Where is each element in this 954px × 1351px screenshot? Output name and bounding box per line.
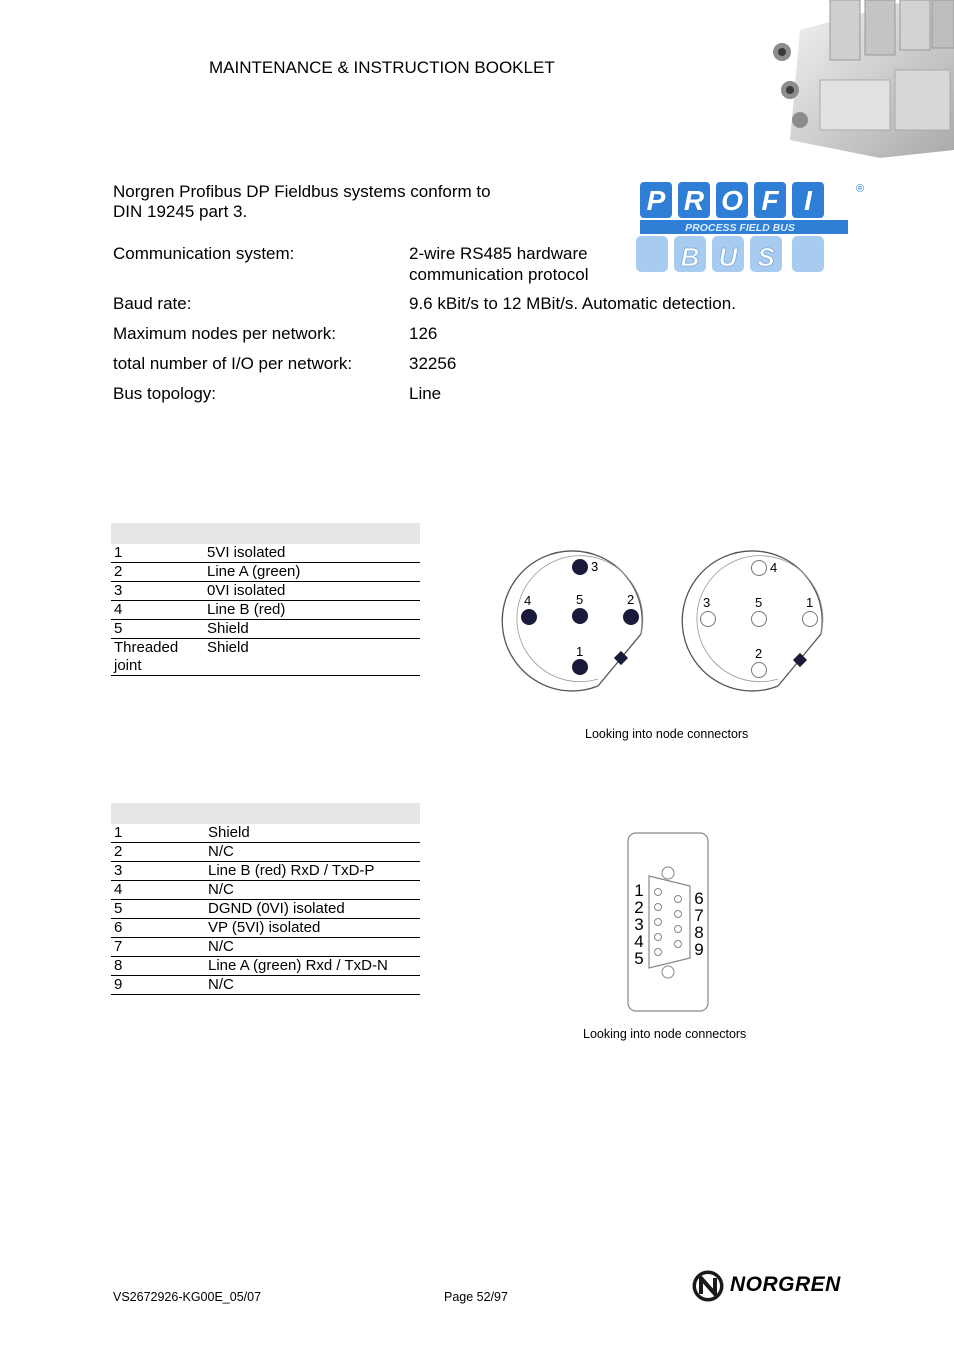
table-row [111, 976, 420, 995]
intro-line-1: Norgren Profibus DP Fieldbus systems conform to [113, 182, 491, 201]
footer-page-number: Page 52/97 [444, 1290, 508, 1304]
spec-label-topology: Bus topology: [113, 384, 217, 403]
dsub-connector-diagram [620, 828, 716, 1018]
pin-number: 4 [111, 601, 204, 620]
pin-label: 4 [634, 932, 644, 951]
logo-registered-mark: ® [856, 183, 865, 195]
pin-description: N/C [205, 881, 420, 900]
spec-value-communication-2: communication protocol [409, 265, 589, 284]
dsub-pin-table [111, 803, 420, 995]
pin-hole [752, 663, 767, 678]
pin-number: Threaded joint [111, 639, 204, 676]
m12-male-connector [502, 551, 643, 691]
pin-description: 0VI isolated [204, 582, 420, 601]
pin-label: 4 [770, 560, 778, 575]
table-row [111, 563, 420, 582]
pin-dot [572, 559, 588, 575]
pin-description: Line B (red) [204, 601, 420, 620]
pin-dot [623, 609, 639, 625]
pin-label: 5 [755, 595, 763, 610]
pin-number: 7 [111, 938, 205, 957]
table-row [111, 843, 420, 862]
pin-description: Shield [204, 620, 420, 639]
pin-label: 1 [576, 644, 584, 659]
table-row [111, 824, 420, 843]
pin-description: N/C [205, 938, 420, 957]
table-row [111, 938, 420, 957]
pin-label: 9 [694, 940, 704, 959]
pin-label: 2 [755, 646, 763, 661]
pin-number: 5 [111, 900, 205, 919]
logo-letter-p: P [646, 185, 666, 216]
spec-label-io-total: total number of I/O per network: [113, 354, 353, 373]
table-row [111, 620, 420, 639]
pin-label: 1 [634, 881, 644, 900]
pin-description: Shield [205, 824, 420, 843]
logo-letter-s: S [757, 242, 775, 272]
pin-number: 1 [111, 544, 204, 563]
spec-label-baud: Baud rate: [113, 294, 192, 313]
profibus-logo [632, 178, 870, 276]
logo-letter-r: R [683, 185, 705, 216]
pin-description: N/C [205, 976, 420, 995]
m12-pin-table [111, 523, 420, 676]
pin-dot [572, 608, 588, 624]
pin-label: 3 [703, 595, 711, 610]
pin-dot [521, 609, 537, 625]
pin-number: 3 [111, 582, 204, 601]
m12-female-connector [682, 551, 823, 691]
pin-label: 6 [694, 889, 704, 908]
table-row [111, 862, 420, 881]
pin-number: 3 [111, 862, 205, 881]
norgren-logo [691, 1268, 866, 1304]
logo-letter-b: B [680, 242, 700, 272]
pin-description: Line A (green) [204, 563, 420, 582]
pin-hole [752, 612, 767, 627]
spec-value-max-nodes: 126 [409, 324, 438, 343]
pin-number: 9 [111, 976, 205, 995]
valve-manifold-image [760, 0, 954, 160]
norgren-wordmark: NORGREN [730, 1273, 841, 1296]
pin-hole [803, 612, 818, 627]
table-row [111, 601, 420, 620]
table-header-row [111, 803, 420, 824]
pin-description: DGND (0VI) isolated [205, 900, 420, 919]
logo-letter-o: O [721, 185, 743, 216]
table-row [111, 900, 420, 919]
pin-label: 5 [576, 592, 584, 607]
profibus-bottom-tiles [636, 236, 824, 272]
mounting-hole [662, 966, 674, 978]
pin-label: 7 [694, 906, 704, 925]
table-header-row [111, 523, 420, 544]
logo-letter-u: U [718, 242, 738, 272]
pin-label: 2 [634, 898, 644, 917]
pin-number: 8 [111, 957, 205, 976]
intro-text [113, 182, 491, 222]
pin-number: 2 [111, 843, 205, 862]
table-row [111, 582, 420, 601]
pin-description: VP (5VI) isolated [205, 919, 420, 938]
profibus-top-tiles [640, 182, 824, 218]
pin-number: 6 [111, 919, 205, 938]
spec-label-communication: Communication system: [113, 244, 295, 263]
norgren-emblem-icon [691, 1269, 725, 1303]
logo-letter-f: F [761, 185, 779, 216]
table-row [111, 919, 420, 938]
pin-label: 8 [694, 923, 704, 942]
pin-number: 5 [111, 620, 204, 639]
spec-value-io-total: 32256 [409, 354, 457, 373]
table-row [111, 639, 420, 676]
pin-label: 4 [524, 593, 532, 608]
dsub-caption: Looking into node connectors [583, 1027, 747, 1041]
intro-line-2: DIN 19245 part 3. [113, 202, 248, 221]
pin-number: 2 [111, 563, 204, 582]
pin-description: N/C [205, 843, 420, 862]
page-header-title: MAINTENANCE & INSTRUCTION BOOKLET [209, 58, 555, 77]
pin-dot [572, 659, 588, 675]
logo-band-text: PROCESS FIELD BUS [685, 222, 795, 234]
footer-doc-code: VS2672926-KG00E_05/07 [113, 1290, 262, 1304]
pin-label: 1 [806, 595, 814, 610]
pin-hole [752, 561, 767, 576]
pin-number: 4 [111, 881, 205, 900]
pin-description: Line B (red) RxD / TxD-P [205, 862, 420, 881]
table-row [111, 957, 420, 976]
m12-caption: Looking into node connectors [585, 727, 749, 741]
table-row [111, 544, 420, 563]
table-row [111, 881, 420, 900]
pin-label: 5 [634, 949, 644, 968]
pin-label: 3 [634, 915, 644, 934]
pin-number: 1 [111, 824, 205, 843]
m12-connector-diagram [500, 540, 845, 700]
spec-value-baud: 9.6 kBit/s to 12 MBit/s. Automatic detection. [409, 294, 736, 313]
pin-hole [701, 612, 716, 627]
mounting-hole [662, 867, 674, 879]
spec-label-max-nodes: Maximum nodes per network: [113, 324, 336, 343]
spec-value-topology: Line [409, 384, 442, 403]
pin-label: 3 [591, 559, 599, 574]
pin-label: 2 [627, 592, 635, 607]
pin-description: 5VI isolated [204, 544, 420, 563]
pin-description: Line A (green) Rxd / TxD-N [205, 957, 420, 976]
logo-letter-i: I [804, 185, 812, 216]
pin-description: Shield [204, 639, 420, 676]
spec-value-communication: 2-wire RS485 hardware [409, 244, 588, 263]
